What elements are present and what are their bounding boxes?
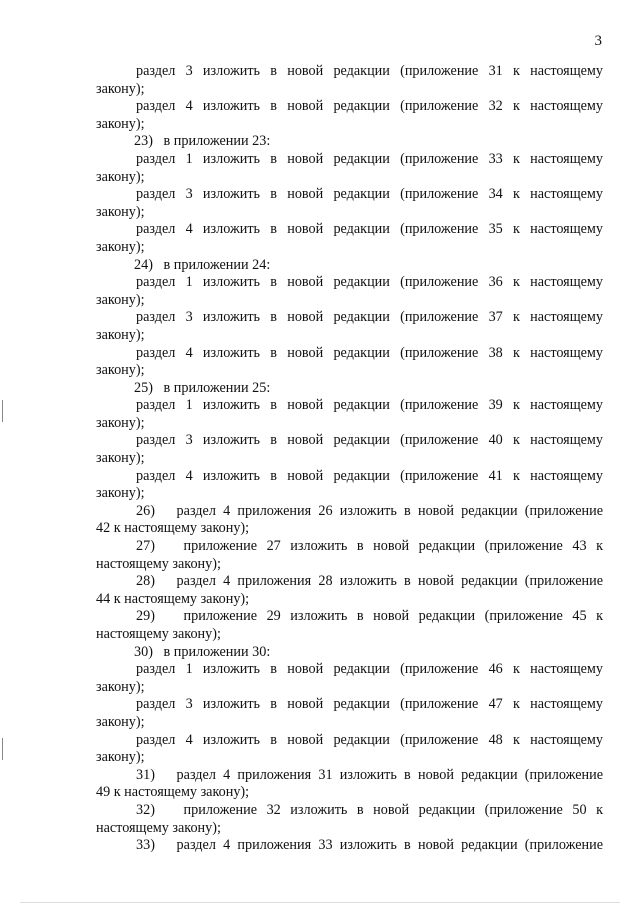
text-line: раздел 4 изложить в новой редакции (приложение 35 к настоящему bbox=[136, 221, 603, 238]
text-line: закону); bbox=[96, 238, 145, 255]
text-line: закону); bbox=[96, 80, 145, 97]
text-line: раздел 1 изложить в новой редакции (приложение 33 к настоящему bbox=[136, 150, 603, 167]
text-line: 49 к настоящему закону); bbox=[96, 784, 250, 801]
text-line: раздел 1 изложить в новой редакции (приложение 36 к настоящему bbox=[136, 274, 603, 291]
text-line: 31) раздел 4 приложения 31 изложить в новой редакции (приложение bbox=[136, 766, 603, 783]
text-line: закону); bbox=[96, 168, 145, 185]
text-line: настоящему закону); bbox=[96, 555, 221, 572]
text-line: 44 к настоящему закону); bbox=[96, 590, 250, 607]
scan-bottom-edge bbox=[20, 902, 620, 903]
document-body bbox=[96, 63, 603, 855]
text-line: раздел 3 изложить в новой редакции (приложение 31 к настоящему bbox=[136, 63, 603, 79]
text-line: 27) приложение 27 изложить в новой редакции (приложение 43 к bbox=[136, 538, 603, 555]
text-line: 42 к настоящему закону); bbox=[96, 520, 250, 537]
text-line: раздел 4 изложить в новой редакции (приложение 41 к настоящему bbox=[136, 467, 603, 484]
text-line: закону); bbox=[96, 450, 145, 467]
text-line: закону); bbox=[96, 485, 145, 502]
text-line: 30) в приложении 30: bbox=[134, 643, 271, 660]
text-line: закону); bbox=[96, 414, 145, 431]
text-line: раздел 1 изложить в новой редакции (приложение 46 к настоящему bbox=[136, 661, 603, 678]
text-line: закону); bbox=[96, 203, 145, 220]
text-line: раздел 3 изложить в новой редакции (приложение 34 к настоящему bbox=[136, 186, 603, 203]
text-line: закону); bbox=[96, 678, 145, 695]
text-line: раздел 1 изложить в новой редакции (приложение 39 к настоящему bbox=[136, 397, 603, 414]
page-number: 3 bbox=[594, 33, 602, 49]
text-line: настоящему закону); bbox=[96, 626, 221, 642]
scan-artifact-mark bbox=[2, 738, 3, 760]
text-line: 23) в приложении 23: bbox=[134, 133, 271, 150]
text-line: раздел 4 изложить в новой редакции (приложение 38 к настоящему bbox=[136, 344, 603, 361]
text-line: закону); bbox=[96, 749, 145, 766]
text-line: раздел 3 изложить в новой редакции (приложение 47 к настоящему bbox=[136, 696, 603, 713]
text-line: закону); bbox=[96, 115, 145, 132]
text-line: настоящему закону); bbox=[96, 819, 221, 836]
text-line: закону); bbox=[96, 713, 145, 730]
text-line: 32) приложение 32 изложить в новой редакции (приложение 50 к bbox=[136, 801, 603, 818]
text-line: 29) приложение 29 изложить в новой редакции (приложение 45 к bbox=[136, 608, 603, 625]
text-line: раздел 4 изложить в новой редакции (приложение 32 к настоящему bbox=[136, 98, 603, 115]
text-line: 24) в приложении 24: bbox=[134, 256, 271, 273]
text-line: 26) раздел 4 приложения 26 изложить в новой редакции (приложение bbox=[136, 502, 603, 519]
text-line: закону); bbox=[96, 291, 145, 308]
text-line: раздел 4 изложить в новой редакции (приложение 48 к настоящему bbox=[136, 731, 603, 748]
text-line: раздел 3 изложить в новой редакции (приложение 37 к настоящему bbox=[136, 309, 603, 326]
text-line: раздел 3 изложить в новой редакции (приложение 40 к настоящему bbox=[136, 432, 603, 449]
text-line: 33) раздел 4 приложения 33 изложить в новой редакции (приложение bbox=[136, 837, 603, 854]
scan-artifact-mark bbox=[2, 400, 3, 422]
text-line: 25) в приложении 25: bbox=[134, 379, 271, 396]
text-line: закону); bbox=[96, 362, 145, 379]
text-line: 28) раздел 4 приложения 28 изложить в новой редакции (приложение bbox=[136, 573, 603, 590]
text-line: закону); bbox=[96, 326, 145, 343]
